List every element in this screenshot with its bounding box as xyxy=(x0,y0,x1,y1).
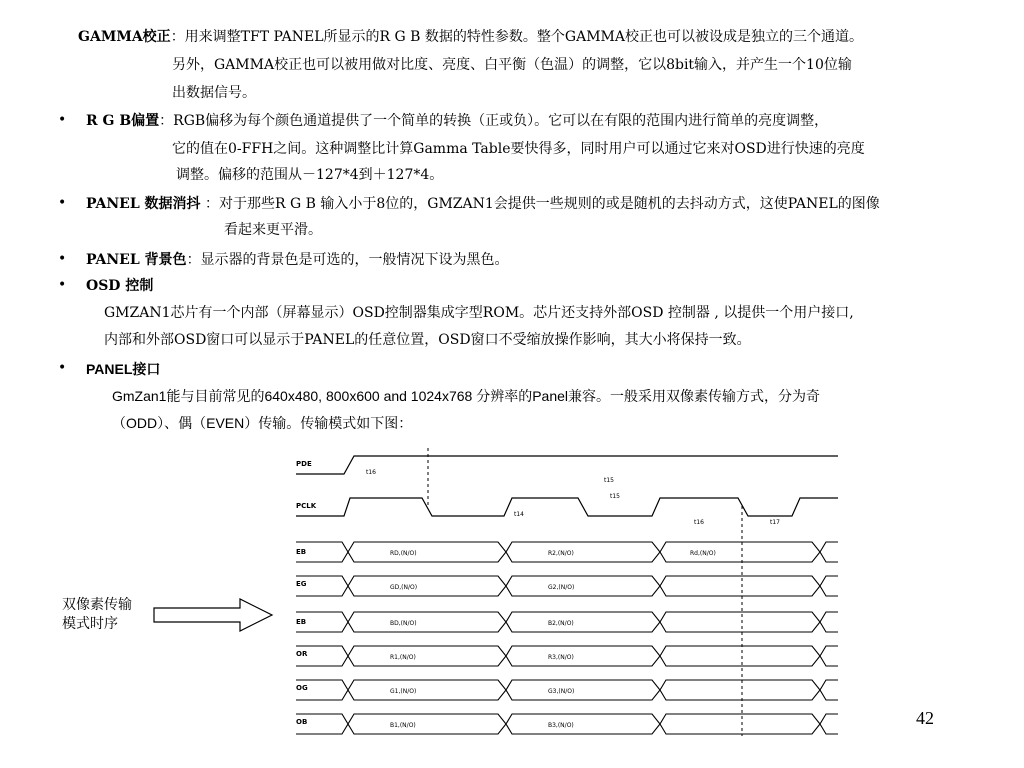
pclk-waveform xyxy=(296,498,838,516)
panel-if-line1: GmZan1能与目前常见的640x480, 800x600 and 1024x768 分辨率的Panel兼容。一般采用双像素传输方式，分为奇 xyxy=(112,388,821,404)
background-line1: ：显示器的背景色是可选的，一般情况下设为黑色。 xyxy=(186,252,509,268)
bus-label: R3,(N/O) xyxy=(548,654,574,661)
signal-label: EB xyxy=(296,618,307,626)
right-arrow-icon xyxy=(152,596,276,634)
bullet: • xyxy=(58,360,67,376)
signal-label: OG xyxy=(296,684,308,692)
gamma-line1: ：用来调整TFT PANEL所显示的R G B 数据的特性参数。整个GAMMA校正也可以被设成是独立的三个通道。 xyxy=(170,29,863,45)
bullet: • xyxy=(58,277,67,293)
bus-label: B3,(N/O) xyxy=(548,722,574,729)
side-label-line2: 模式时序 xyxy=(62,616,118,632)
page-number: 42 xyxy=(916,708,934,728)
bullet: • xyxy=(58,251,67,267)
bus-label: Rd,(N/O) xyxy=(690,550,716,557)
osd-title: OSD 控制 xyxy=(86,278,154,294)
rgb-offset-line3: 调整。偏移的范围从－127*4到＋127*4。 xyxy=(176,167,444,183)
osd-line1: GMZAN1芯片有一个内部（屏幕显示）OSD控制器集成字型ROM。芯片还支持外部OSD 控制器 , 以提供一个用户接口, xyxy=(104,305,854,321)
bullet: • xyxy=(58,195,67,211)
timing-annotation: t16 xyxy=(694,519,704,526)
pde-waveform xyxy=(296,456,838,474)
rgb-offset-line1: ：RGB偏移为每个颜色通道提供了一个简单的转换（正或负）。它可以在有限的范围内进行简单的亮度调整， xyxy=(159,113,829,129)
timing-annotation: t14 xyxy=(514,511,524,518)
bus-label: GD,(N/O) xyxy=(390,584,418,591)
signal-label: OR xyxy=(296,650,308,658)
panel-if-title: PANEL接口 xyxy=(86,361,161,377)
timing-annotation: t16 xyxy=(366,469,376,476)
rgb-offset-line2: 它的值在0-FFH之间。这种调整比计算Gamma Table要快得多，同时用户可以通过它来对OSD进行快速的亮度 xyxy=(172,141,865,157)
bus-label: G1,(N/O) xyxy=(390,688,417,695)
rgb-offset-title: R G B偏置 xyxy=(86,113,160,129)
dither-title: PANEL 数据消抖 xyxy=(86,196,201,212)
gamma-title: GAMMA校正 xyxy=(78,29,171,45)
panel-if-line2: （ODD）、偶（EVEN）传输。传输模式如下图： xyxy=(112,415,413,431)
signal-label: PCLK xyxy=(296,502,317,510)
dither-line1: ：对于那些R G B 输入小于8位的，GMZAN1会提供一些规则的或是随机的去抖动方式，这使PANEL的图像 xyxy=(200,196,880,212)
signal-label: EG xyxy=(296,580,307,588)
timing-annotation: t17 xyxy=(770,519,780,526)
bus-label: B1,(N/O) xyxy=(390,722,416,729)
gamma-line3: 出数据信号。 xyxy=(172,85,256,101)
osd-line2: 内部和外部OSD窗口可以显示于PANEL的任意位置，OSD窗口不受缩放操作影响，其大小将保持一致。 xyxy=(104,332,751,348)
timing-annotation: t15 xyxy=(610,493,620,500)
bus-label: R1,(N/O) xyxy=(390,654,416,661)
side-label-line1: 双像素传输 xyxy=(62,597,132,613)
signal-label: EB xyxy=(296,548,307,556)
bus-label: BD,(N/O) xyxy=(390,620,417,627)
gamma-line2: 另外，GAMMA校正也可以被用做对比度、亮度、白平衡（色温）的调整，它以8bit输入，并产生一个10位输 xyxy=(172,57,852,73)
bus-label: R2,(N/O) xyxy=(548,550,574,557)
bus-label: G2,(N/O) xyxy=(548,584,575,591)
rgb-offset-paragraph xyxy=(86,112,828,130)
signal-label: PDE xyxy=(296,460,312,468)
bullet: • xyxy=(58,112,67,128)
bus-label: RD,(N/O) xyxy=(390,550,417,557)
signal-label: OB xyxy=(296,718,308,726)
side-label xyxy=(62,596,132,634)
bus-label: B2,(N/O) xyxy=(548,620,574,627)
background-title: PANEL 背景色 xyxy=(86,252,187,268)
bus-label: G3,(N/O) xyxy=(548,688,575,695)
dither-line2: 看起来更平滑。 xyxy=(224,222,322,238)
dither-paragraph xyxy=(86,195,880,213)
background-paragraph xyxy=(86,251,509,269)
timing-diagram xyxy=(292,446,840,736)
gamma-paragraph xyxy=(78,28,863,46)
timing-annotation: t15 xyxy=(604,477,614,484)
